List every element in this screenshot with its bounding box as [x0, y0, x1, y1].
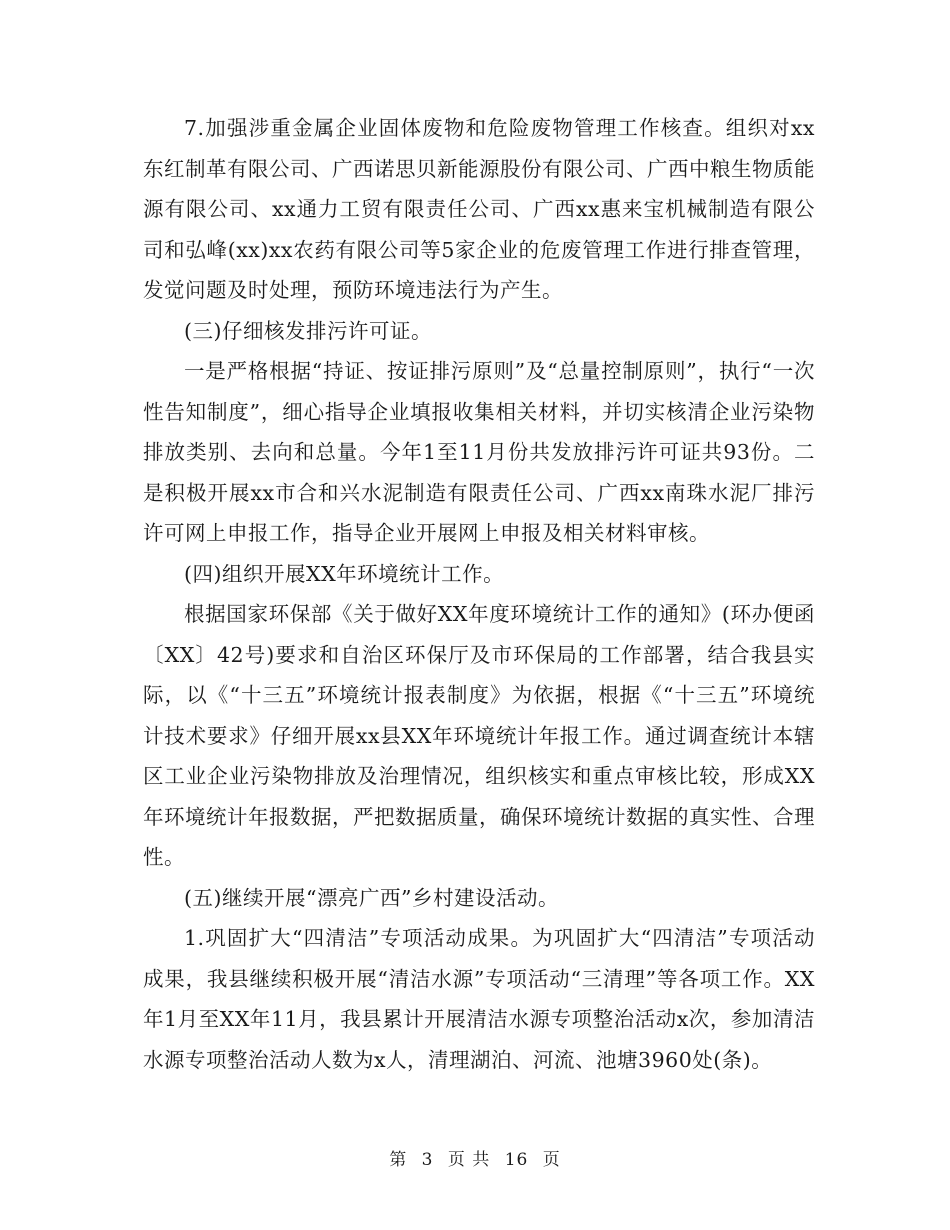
paragraph-discharge-permits: 一是严格根据“持证、按证排污原则”及“总量控制原则”，执行“一次性告知制度”，细心指导企业填报收集相关材料，并切实核清企业污染物排放类别、去向和总量。今年1至11月份共发放排污许可证共93份。二是积极开展xx市合和兴水泥制造有限责任公司、广西xx南珠水泥厂排污许可网上申报工作，指导企业开展网上申报及相关材料审核。: [143, 359, 815, 545]
heading-discharge-permits: (三)仔细核发排污许可证。: [184, 318, 432, 343]
page-footer: [0, 1145, 950, 1170]
footer-middle: 页 共: [447, 1150, 491, 1170]
heading-rural-construction: (五)继续开展“漂亮广西”乡村建设活动。: [184, 885, 559, 910]
footer-prefix: 第: [389, 1150, 408, 1170]
paragraph-four-cleanliness: 1.巩固扩大“四清洁”专项活动成果。为巩固扩大“四清洁”专项活动成果，我县继续积极开展“清洁水源”专项活动“三清理”等各项工作。XX年1月至XX年11月，我县累计开展清洁水源专项整治活动x次，参加清洁水源专项整治活动人数为x人，清理湖泊、河流、池塘3960处(条)。: [143, 926, 815, 1072]
footer-suffix: 页: [542, 1150, 561, 1170]
heading-environmental-statistics: (四)组织开展XX年环境统计工作。: [184, 561, 505, 586]
page-total: 16: [504, 1150, 529, 1170]
document-body: [143, 108, 815, 1080]
page-number: 3: [421, 1150, 434, 1170]
paragraph-environmental-statistics: 根据国家环保部《关于做好XX年度环境统计工作的通知》(环办便函〔XX〕42号)要求和自治区环保厅及市环保局的工作部署，结合我县实际，以《“十三五”环境统计报表制度》为依据，根据《“十三五”环境统计技术要求》仔细开展xx县XX年环境统计年报工作。通过调查统计本辖区工业企业污染物排放及治理情况，组织核实和重点审核比较，形成XX年环境统计年报数据，严把数据质量，确保环境统计数据的真实性、合理性。: [143, 602, 815, 869]
paragraph-hazardous-waste-inspection: 7.加强涉重金属企业固体废物和危险废物管理工作核查。组织对xx东红制革有限公司、广西诺思贝新能源股份有限公司、广西中粮生物质能源有限公司、xx通力工贸有限责任公司、广西xx惠来宝机械制造有限公司和弘峰(xx)xx农药有限公司等5家企业的危废管理工作进行排查管理，发觉问题及时处理，预防环境违法行为产生。: [143, 116, 815, 302]
